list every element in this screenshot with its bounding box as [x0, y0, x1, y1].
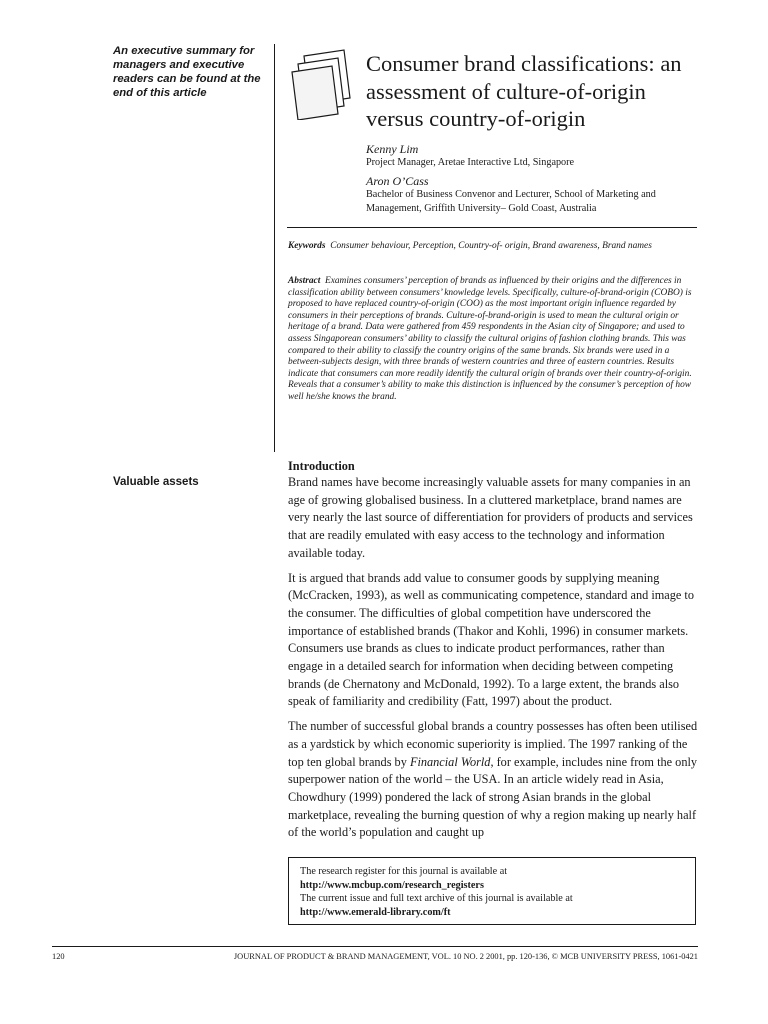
- header-divider: [287, 227, 697, 228]
- abstract-block: [288, 276, 698, 404]
- paragraph-text: , for example, includes nine from the only superpower nation of the world – the USA. In an article widely read in Asia, Chowdhury (1999) pondered the lack of strong Asian brands in the global marketplace, revealing the burning question of why a region making up nearly half of the world’s population and caught up: [288, 754, 698, 840]
- page-number: 120: [52, 952, 65, 961]
- column-divider: [274, 44, 275, 452]
- side-heading: Valuable assets: [113, 476, 199, 488]
- abstract-text: Examines consumers’ perception of brands as influenced by their origins and the differences in classification ability between consumers’ knowledge levels. Specifically, culture-of-brand-origin (COBO) is proposed to have replaced country-of-origin (COO) as the most important origin influence regarded by consumers in their perceptions of brands. Culture-of-brand-origin is used to mean the cultural origin or heritage of a brand. Data were gathered from 459 respondents in the Asian city of Singapore; and used to assess Singaporean consumers’ ability to classify the cultural origins of fashion clothing brands. This was compared to their ability to classify the country origins of the same brands. Six brands were used in a between-subjects design, with three brands of western countries and three of eastern countries. Results indicate that consumers can more readily identify the cultural origin of brands over their country-of-origin. Reveals that a consumer’s ability to make this distinction is influenced by the consumer’s perception of how well he/she knows the brand.: [288, 276, 692, 402]
- abstract-label: Abstract: [288, 276, 321, 286]
- publication-name: Financial World: [409, 754, 491, 769]
- author-name: Aron O’Cass: [366, 174, 429, 188]
- footer-divider: [52, 946, 698, 947]
- author-name: Kenny Lim: [366, 142, 419, 156]
- archive-link[interactable]: http://www.emerald-library.com/ft: [300, 907, 451, 919]
- author-affiliation: Bachelor of Business Convenor and Lecturer, School of Marketing and Management, Griffith University– Gold Coast, Australia: [366, 189, 656, 214]
- keywords-block: [288, 240, 698, 252]
- journal-citation: JOURNAL OF PRODUCT & BRAND MANAGEMENT, VOL. 10 NO. 2 2001, pp. 120-136, © MCB UNIVERSITY PRESS, 1061-0421: [233, 952, 698, 961]
- body-paragraph: Brand names have become increasingly valuable assets for many companies in an age of growing globalised business. In a cluttered marketplace, brand names are very nearly the last source of differentiation for providers of products and services that are readily emulated with easy access to the technology and information available today.: [288, 475, 693, 560]
- body-paragraph: [288, 718, 698, 842]
- register-box: [288, 857, 696, 925]
- register-link[interactable]: http://www.mcbup.com/research_registers: [300, 879, 484, 891]
- body-column: [288, 459, 698, 849]
- paper-stack-icon: [288, 46, 354, 120]
- body-paragraph: It is argued that brands add value to consumer goods by supplying meaning (McCracken, 1993), as well as communicating competence, standard and image to the consumer. The difficulties of global competition have underscored the importance of established brands (Thakor and Kohli, 1996) in consumer markets. Consumers use brands as clues to indicate product performances, rather than engage in a detailed search for information when deciding between competing brands (de Chernatony and McDonald, 1992). To a large extent, the brands also speak of familiarity and credibility (Fatt, 1997) about the product.: [288, 570, 695, 709]
- archive-text: The current issue and full text archive of this journal is available at: [300, 893, 573, 905]
- executive-summary-note: An executive summary for managers and executive readers can be found at the end of this article: [113, 45, 261, 99]
- section-heading: Introduction: [288, 459, 355, 473]
- register-text: The research register for this journal is available at: [300, 866, 508, 877]
- article-title: Consumer brand classifications: an assessment of culture-of-origin versus country-of-origin: [366, 51, 682, 131]
- keywords-text: Consumer behaviour, Perception, Country-of- origin, Brand awareness, Brand names: [330, 241, 652, 251]
- paragraph-text: The number of successful global brands a country possesses has often been utilised as a yardstick by which economic superiority is implied. The 1997 ranking of the top ten global brands by: [288, 719, 698, 769]
- keywords-label: Keywords: [288, 241, 326, 251]
- author-affiliation: Project Manager, Aretae Interactive Ltd, Singapore: [366, 157, 575, 168]
